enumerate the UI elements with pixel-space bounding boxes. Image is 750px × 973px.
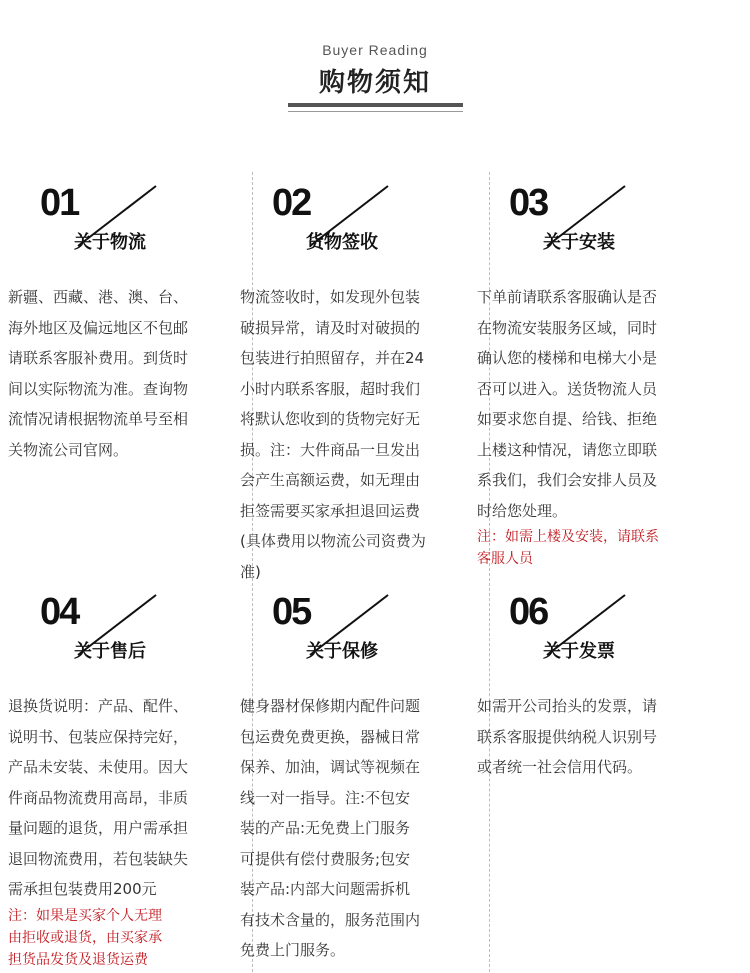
section-body	[8, 282, 238, 465]
body-line: 在物流安装服务区域，同时	[477, 318, 658, 337]
body-line: 可提供有偿付费服务;包安	[240, 849, 411, 868]
body-line: 免费上门服务。	[240, 941, 346, 959]
body-line: 件商品物流费用高昂，非质	[8, 788, 189, 807]
header	[0, 0, 750, 120]
section-label: 货物签收	[306, 232, 378, 253]
section-body	[240, 691, 470, 966]
section-number: 03	[509, 182, 548, 224]
body-line: 包装进行拍照留存，并在24	[240, 349, 425, 367]
body-line: 量问题的退货，用户需承担	[8, 819, 189, 837]
page-title: 购物须知	[318, 68, 431, 98]
section-logistics	[8, 184, 238, 465]
section-heading	[240, 184, 470, 264]
body-line: 保养、加油，调试等视频在	[240, 758, 421, 776]
note-line: 注：如果是买家个人无理	[8, 907, 162, 924]
body-line: 上楼这种情况，请您立即联	[477, 440, 658, 459]
body-line: 损。注：大件商品一旦发出	[240, 440, 421, 459]
body-line: 海外地区及偏远地区不包邮	[8, 318, 189, 337]
body-line: 下单前请联系客服确认是否	[477, 288, 658, 306]
body-line: 退换货说明：产品、配件、	[8, 697, 189, 715]
body-line: 时给您处理。	[477, 501, 568, 520]
body-line: 破损异常，请及时对破损的	[240, 318, 421, 337]
note-line: 客服人员	[477, 551, 533, 567]
section-heading	[477, 184, 707, 264]
body-line: 物流签收时，如发现外包装	[240, 288, 421, 306]
body-line: 或者统一社会信用代码。	[477, 758, 643, 776]
body-line: 小时内联系客服，超时我们	[240, 379, 421, 398]
body-line: 产品未安装、未使用。因大	[8, 758, 189, 776]
body-line: 如需开公司抬头的发票，请	[477, 697, 658, 715]
body-line: 有技术含量的，服务范围内	[240, 910, 421, 929]
section-body	[477, 691, 707, 783]
section-receipt	[240, 184, 470, 587]
body-line: 装的产品:无免费上门服务	[240, 819, 411, 837]
body-line: 会产生高额运费，如无理由	[240, 471, 421, 489]
body-line: 退回物流费用，若包装缺失	[8, 849, 189, 868]
title-underline-thick	[288, 103, 463, 107]
body-line: 需承担包装费用200元	[8, 880, 157, 898]
body-line: 说明书、包装应保持完好，	[8, 727, 189, 746]
body-line: 装产品:内部大问题需拆机	[240, 880, 411, 898]
body-line: 关物流公司官网。	[8, 440, 129, 459]
body-line: 健身器材保修期内配件问题	[240, 697, 421, 715]
section-number: 05	[272, 591, 311, 633]
section-label: 关于保修	[306, 641, 378, 662]
body-line: (具体费用以物流公司资费为	[240, 532, 426, 550]
section-after-sales	[8, 593, 238, 971]
body-line: 拒签需要买家承担退回运费	[240, 501, 421, 520]
body-line: 将默认您收到的货物完好无	[240, 410, 421, 428]
section-body	[477, 282, 707, 570]
section-label: 关于发票	[543, 641, 615, 662]
title-underline-thin	[288, 111, 463, 112]
body-line: 如要求您自提、给钱、拒绝	[477, 410, 658, 428]
body-line: 新疆、西藏、港、澳、台、	[8, 288, 189, 306]
section-number: 02	[272, 182, 311, 224]
section-body	[8, 691, 238, 971]
section-label: 关于售后	[74, 641, 146, 662]
body-line: 系我们，我们会安排人员及	[477, 471, 658, 489]
body-line: 否可以进入。送货物流人员	[477, 379, 658, 398]
section-warranty	[240, 593, 470, 966]
section-heading	[8, 593, 238, 673]
section-label: 关于物流	[74, 232, 146, 253]
section-invoice	[477, 593, 707, 783]
body-line: 准)	[240, 562, 261, 581]
section-number: 01	[40, 182, 79, 224]
body-line: 线一对一指导。注:不包安	[240, 788, 411, 807]
section-heading	[240, 593, 470, 673]
body-line: 请联系客服补费用。到货时	[8, 349, 189, 367]
section-label: 关于安装	[543, 232, 615, 253]
section-heading	[8, 184, 238, 264]
section-installation	[477, 184, 707, 570]
section-number: 06	[509, 591, 548, 633]
body-line: 联系客服提供纳税人识别号	[477, 727, 658, 746]
body-line: 确认您的楼梯和电梯大小是	[477, 349, 658, 367]
note-line: 由拒收或退货，由买家承	[8, 929, 162, 946]
body-line: 间以实际物流为准。查询物	[8, 379, 189, 398]
note-line: 担货品发货及退货运费	[8, 951, 148, 968]
body-line: 包运费免费更换，器械日常	[240, 727, 421, 746]
body-line: 流情况请根据物流单号至相	[8, 410, 189, 428]
note-line: 注：如需上楼及安装，请联系	[477, 529, 659, 545]
section-heading	[477, 593, 707, 673]
section-body	[240, 282, 470, 587]
header-subtitle: Buyer Reading	[322, 42, 428, 58]
section-number: 04	[40, 591, 79, 633]
